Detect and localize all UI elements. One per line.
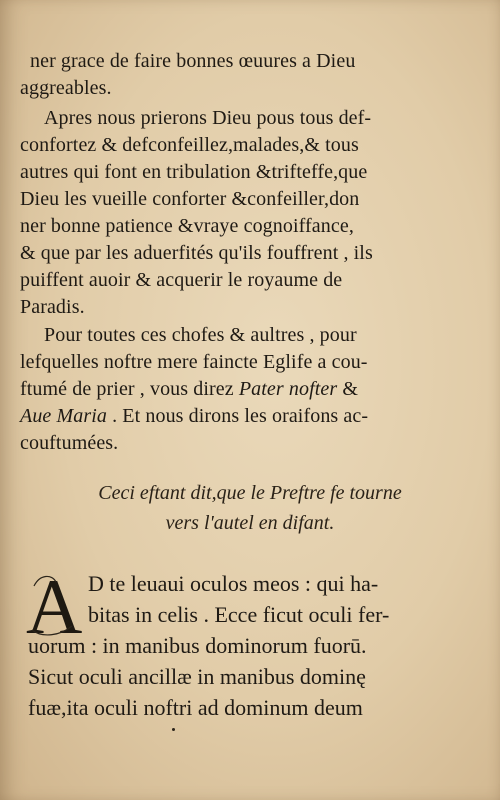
text-line: Sicut oculi ancillæ in manibus dominę	[28, 664, 366, 689]
text-line: Dieu les vueille conforter &confeiller,don	[20, 188, 360, 210]
text-segment: ftumé de prier , vous direz	[20, 378, 239, 400]
text-line: confortez & defconfeillez,malades,& tous	[20, 134, 359, 156]
prayer-name-ave-maria: Aue Maria	[20, 405, 107, 427]
prayer-name-pater-noster: Pater nofter	[238, 378, 338, 400]
text-line: ner grace de faire bonnes œuures a Dieu	[30, 50, 356, 72]
text-line: Pour toutes ces chofes & aultres , pour	[44, 324, 357, 346]
rubric-line: vers l'autel en difant.	[165, 512, 335, 534]
text-segment: . Et nous dirons les oraifons ac-	[107, 405, 369, 427]
text-line: puiffent auoir & acquerir le royaume de	[20, 269, 343, 291]
text-line: couftumées.	[20, 432, 119, 454]
text-line: bitas in celis . Ecce ficut oculi fer-	[88, 602, 390, 627]
text-line: autres qui font en tribulation &trifteffe,que	[20, 161, 368, 183]
text-line: lefquelles noftre mere faincte Eglife a cou-	[20, 351, 368, 373]
text-line: ner bonne patience &vraye cognoiffance,	[20, 215, 354, 237]
text-line: uorum : in manibus dominorum fuorū.	[28, 633, 367, 658]
text-line: Paradis.	[20, 296, 85, 318]
text-segment: &	[337, 378, 359, 400]
text-line	[20, 376, 358, 403]
text-line	[20, 403, 368, 430]
ink-speck	[172, 728, 175, 731]
text-line: & que par les aduerfités qu'ils fouffrent , ils	[20, 242, 373, 264]
drop-cap: A	[26, 563, 83, 650]
text-line: D te leuaui oculos meos : qui ha-	[88, 571, 379, 596]
text-line: fuæ,ita oculi noftri ad dominum deum	[28, 695, 363, 720]
text-line: Apres nous prierons Dieu pous tous def-	[44, 107, 372, 129]
text-line: aggreables.	[20, 77, 112, 99]
rubric-line: Ceci eftant dit,que le Preftre fe tourne	[98, 482, 402, 504]
